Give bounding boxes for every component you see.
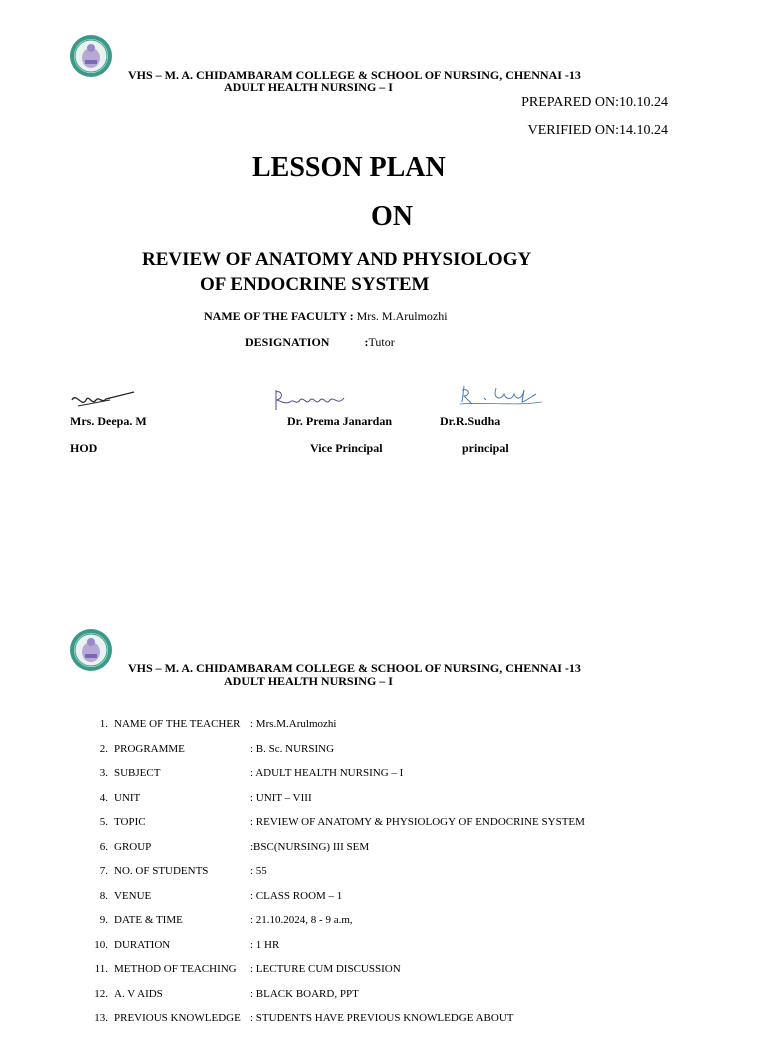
faculty-name-label: NAME OF THE FACULTY : — [204, 309, 354, 323]
college-logo — [69, 34, 113, 78]
detail-number: 1. — [99, 718, 108, 730]
detail-number: 2. — [99, 742, 108, 755]
detail-label: DURATION — [114, 938, 171, 951]
detail-label: VENUE — [114, 889, 152, 902]
detail-number: 12. — [94, 987, 108, 1000]
page-title: LESSON PLAN — [252, 152, 446, 183]
vice-principal-role: Vice Principal — [310, 441, 383, 455]
college-logo-2 — [69, 628, 113, 672]
detail-number: 6. — [99, 840, 108, 853]
detail-row — [90, 890, 710, 915]
detail-number: 11. — [94, 963, 108, 975]
detail-number: 8. — [99, 889, 108, 902]
lesson-details-list — [90, 718, 710, 1037]
prepared-on: PREPARED ON:10.10.24 — [521, 95, 668, 110]
faculty-name-value: Mrs. M.Arulmozhi — [353, 309, 448, 323]
detail-row — [90, 841, 710, 866]
detail-value: : ADULT HEALTH NURSING – I — [250, 767, 404, 779]
verified-on: VERIFIED ON:14.10.24 — [527, 123, 668, 138]
topic-line-1: REVIEW OF ANATOMY AND PHYSIOLOGY — [142, 249, 532, 270]
detail-value: : CLASS ROOM – 1 — [250, 889, 343, 902]
detail-value: : BLACK BOARD, PPT — [250, 987, 359, 1000]
detail-label: UNIT — [114, 791, 141, 804]
detail-row — [90, 718, 710, 743]
course-name: ADULT HEALTH NURSING – I — [224, 80, 393, 94]
hod-role: HOD — [70, 441, 98, 455]
detail-row — [90, 865, 710, 890]
vice-principal-signature — [272, 386, 352, 414]
detail-row — [90, 792, 710, 817]
vice-principal-name: Dr. Prema Janardan — [287, 414, 392, 428]
detail-label: DATE & TIME — [114, 914, 183, 926]
detail-number: 7. — [99, 865, 108, 877]
detail-number: 10. — [94, 938, 108, 951]
detail-label: METHOD OF TEACHING — [114, 963, 237, 975]
detail-number: 9. — [99, 914, 108, 926]
detail-number: 5. — [99, 816, 108, 828]
detail-row — [90, 963, 710, 988]
detail-row — [90, 988, 710, 1013]
detail-row — [90, 939, 710, 964]
designation-row — [245, 335, 395, 350]
detail-row — [90, 1012, 710, 1037]
college-name-2: VHS – M. A. CHIDAMBARAM COLLEGE & SCHOOL OF NURSING, CHENNAI -13 — [128, 661, 581, 675]
detail-label: SUBJECT — [114, 767, 161, 779]
detail-value: : 21.10.2024, 8 - 9 a.m, — [250, 914, 353, 926]
detail-value: : 55 — [250, 865, 267, 877]
course-name-2: ADULT HEALTH NURSING – I — [224, 674, 393, 688]
designation-label: DESIGNATION — [245, 335, 330, 349]
detail-label: GROUP — [114, 840, 152, 853]
detail-label: A. V AIDS — [114, 987, 163, 1000]
detail-label: NO. OF STUDENTS — [114, 865, 209, 877]
detail-row — [90, 914, 710, 939]
principal-name: Dr.R.Sudha — [440, 414, 501, 428]
detail-row — [90, 743, 710, 768]
detail-label: NAME OF THE TEACHER — [114, 718, 241, 730]
detail-row — [90, 816, 710, 841]
designation-colon: : — [364, 335, 369, 349]
detail-value: : 1 HR — [250, 938, 280, 951]
detail-label: PREVIOUS KNOWLEDGE — [114, 1012, 241, 1024]
page-title-on: ON — [371, 201, 413, 232]
designation-value: Tutor — [368, 335, 395, 349]
detail-number: 13. — [94, 1012, 108, 1024]
detail-row — [90, 767, 710, 792]
hod-signature — [70, 386, 136, 414]
detail-value: : B. Sc. NURSING — [250, 742, 335, 755]
detail-value: : UNIT – VIII — [250, 791, 312, 804]
detail-number: 3. — [99, 767, 108, 779]
detail-value: : STUDENTS HAVE PREVIOUS KNOWLEDGE ABOUT — [250, 1012, 514, 1024]
detail-label: TOPIC — [114, 816, 146, 828]
detail-value: : LECTURE CUM DISCUSSION — [250, 963, 401, 975]
detail-value: : REVIEW OF ANATOMY & PHYSIOLOGY OF ENDOCRINE SYSTEM — [250, 816, 585, 828]
college-name: VHS – M. A. CHIDAMBARAM COLLEGE & SCHOOL OF NURSING, CHENNAI -13 — [128, 68, 581, 82]
hod-name: Mrs. Deepa. M — [70, 414, 147, 428]
detail-number: 4. — [99, 791, 108, 804]
detail-value: :BSC(NURSING) III SEM — [250, 840, 370, 853]
faculty-name-row — [204, 309, 448, 324]
principal-signature — [456, 382, 544, 410]
principal-role: principal — [462, 441, 509, 455]
detail-label: PROGRAMME — [114, 742, 185, 755]
topic-line-2: OF ENDOCRINE SYSTEM — [200, 274, 430, 295]
detail-value: : Mrs.M.Arulmozhi — [250, 718, 337, 730]
